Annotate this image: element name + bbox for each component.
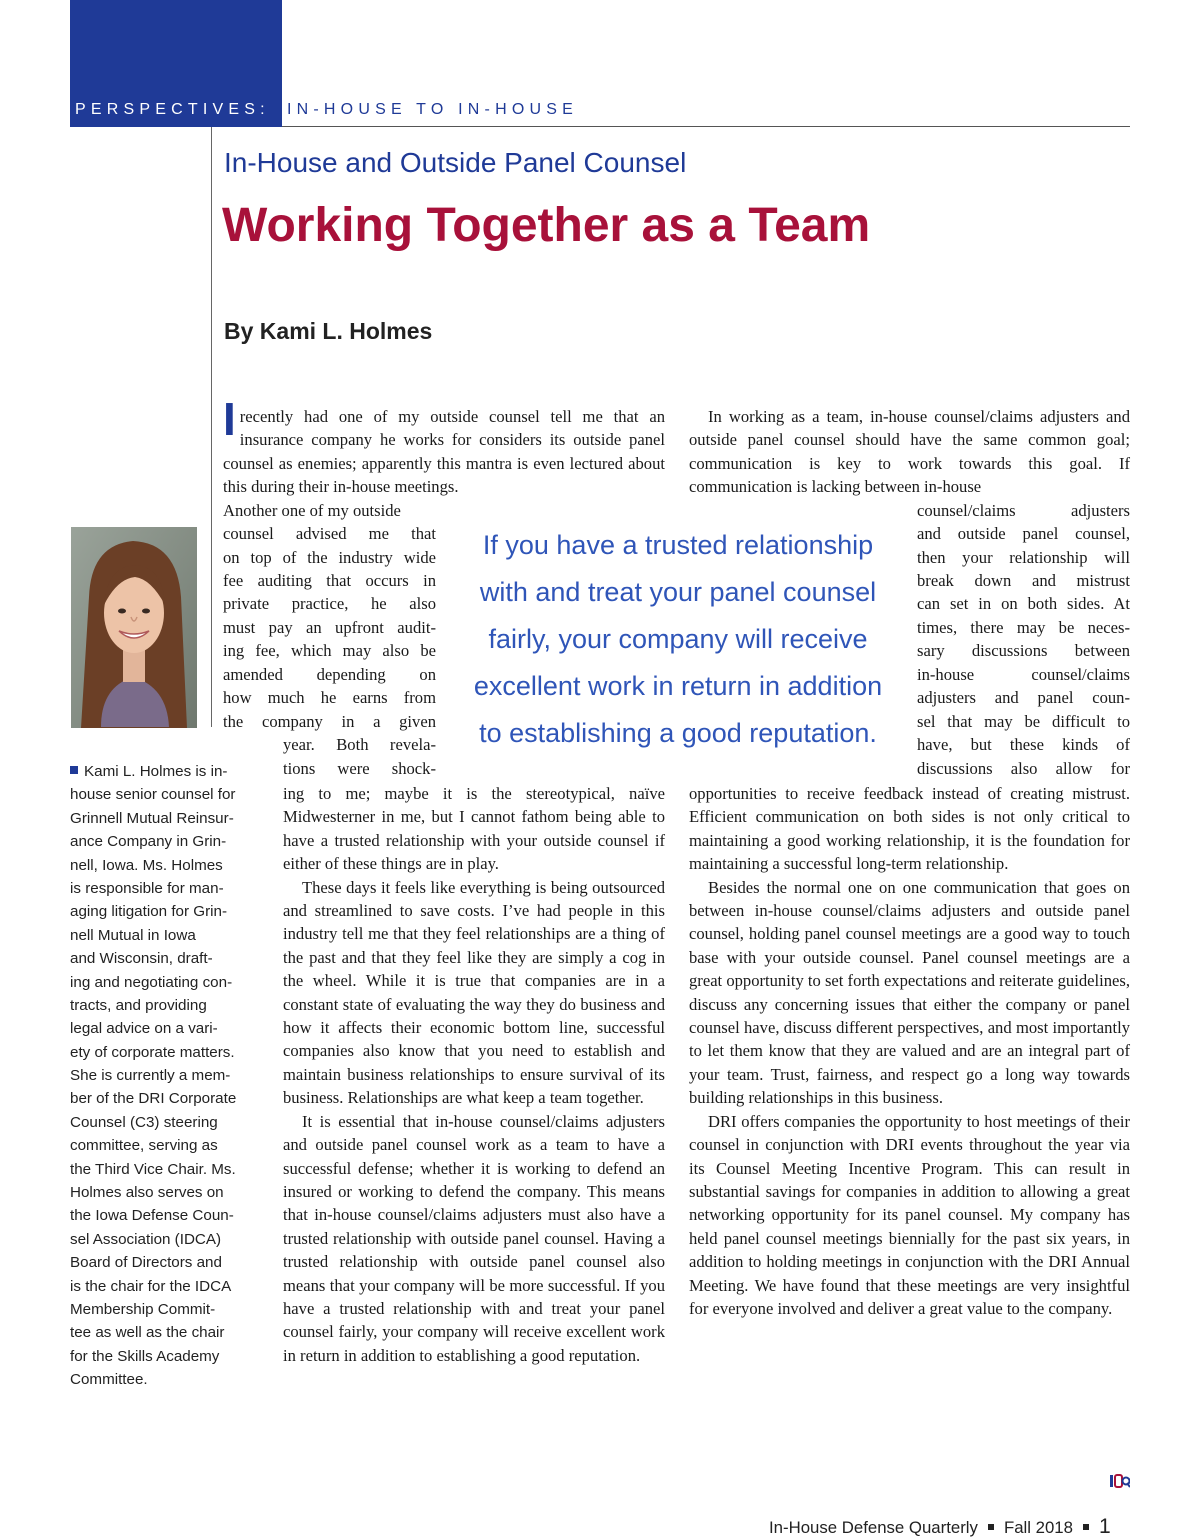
- bullet-icon: [1083, 1524, 1089, 1530]
- wrap-line: on top of the industry wide: [223, 548, 436, 567]
- wrap-line: tions were shock-: [283, 759, 436, 778]
- bio-line: and Wisconsin, draft-: [70, 950, 213, 968]
- pull-quote-line: to establishing a good reputation.: [479, 718, 877, 748]
- body-paragraph-1-end: ing to me; maybe it is the stereotypical, naïve Midwesterner in me, but I cannot fathom being able to have a trusted relationship with your outside counsel if either of these things are in play.: [283, 784, 665, 874]
- bio-line: aging litigation for Grin-: [70, 903, 228, 921]
- bio-line: is the chair for the IDCA: [70, 1277, 232, 1295]
- bio-line: the Iowa Defense Coun-: [70, 1207, 234, 1225]
- wrap-line: sel that may be difficult to: [917, 712, 1130, 731]
- header-rule: [282, 126, 1130, 127]
- pull-quote-line: fairly, your company will receive: [488, 624, 868, 654]
- body-column-2-bottom: [689, 782, 1130, 1320]
- pull-quote-line: If you have a trusted relationship: [482, 530, 874, 560]
- body-paragraph-6: DRI offers companies the opportunity to host meetings of their counsel in conjunction with DRI events throughout the year via its Counsel Meeting Incentive Program. This can result in substantial savings for companies in addition to allowing a great networking opportunity for its panel counsel. My company has held panel counsel meetings biennially for the past six years, in addition to holding meetings in conjunction with the DRI Annual Meeting. We have found that these meetings are very insightful for everyone involved and deliver a great value to the company.: [689, 1111, 1130, 1318]
- bio-line: Counsel (C3) steering: [70, 1113, 218, 1131]
- bio-line: ber of the DRI Corporate: [70, 1090, 237, 1108]
- bullet-icon: [988, 1524, 994, 1530]
- bio-line: Board of Directors and: [70, 1254, 222, 1272]
- wrap-line: the company in a given: [223, 712, 436, 731]
- bio-line: tracts, and providing: [70, 996, 207, 1014]
- bio-line: for the Skills Academy: [70, 1347, 220, 1365]
- wrap-line: discussions also allow for: [917, 759, 1130, 778]
- wrap-line: how much he earns from: [223, 688, 436, 707]
- pull-quote-line: excellent work in return in addition: [473, 671, 883, 701]
- body-paragraph-4-end: opportunities to receive feedback instead of creating mistrust. Efficient communication on both sides is not only critical to maintaining a good working relationship, it is the foundation for maintaining a successful long-term relationship.: [689, 784, 1130, 874]
- bio-line: ety of corporate matters.: [70, 1043, 235, 1061]
- pull-quote-line: with and treat your panel counsel: [479, 577, 877, 607]
- bio-line: Membership Commit-: [70, 1300, 216, 1318]
- bio-line: tee as well as the chair: [70, 1324, 225, 1342]
- wrap-line: break down and mistrust: [917, 571, 1130, 590]
- bio-line: Committee.: [70, 1371, 148, 1389]
- wrap-line: adjusters and panel coun-: [917, 688, 1130, 707]
- wrap-line: times, there may be neces-: [917, 618, 1130, 637]
- body-column-1-bottom: [283, 782, 665, 1367]
- bio-line: legal advice on a vari-: [70, 1020, 218, 1038]
- page-number: 1: [1098, 1515, 1111, 1538]
- bio-line: the Third Vice Chair. Ms.: [70, 1160, 236, 1178]
- body-paragraph-2: These days it feels like everything is being outsourced and streamlined to save costs. I’ve had people in this industry tell me that they feel relationships are a thing of the past and that they feel like they are simply a cog in the wheel. While it is true that companies are in a constant state of evaluating the way they do business and how it affects their economic bottom line, successful companies also know that you need to establish and maintain business relationships to ensure survival of its business. Relationships are what keep a team together.: [283, 877, 665, 1108]
- body-paragraph-3: It is essential that in-house counsel/claims adjusters and outside panel counsel work as a team to have a successful defense; whether it is working to defend an insured or working to defend the company. This means that in-house counsel/claims adjusters must also have a trusted relationship with outside panel counsel. Having a trusted relationship with outside panel counsel also means that your company will be more successful. If you have a trusted relationship with and treat your panel counsel fairly, your company will receive excellent work in return in addition to establishing a good reputation.: [283, 1111, 665, 1365]
- wrap-line: year. Both revela-: [283, 735, 436, 754]
- issue-date: Fall 2018: [1003, 1518, 1073, 1537]
- bio-line: is responsible for man-: [70, 879, 224, 897]
- author-bio: [70, 760, 246, 1392]
- article-subtitle: In-House and Outside Panel Counsel: [224, 147, 687, 178]
- article-title: Working Together as a Team: [222, 199, 871, 252]
- body-column-2-top: [689, 405, 1130, 499]
- wrap-line: must pay an upfront audit-: [223, 618, 436, 637]
- pull-quote: [448, 522, 908, 757]
- wrap-line: Another one of my outside: [223, 501, 401, 520]
- wrap-line: ing fee, which may also be: [223, 641, 436, 660]
- wrap-line: have, but these kinds of: [917, 735, 1130, 754]
- body-column-1-top: [223, 393, 665, 499]
- bio-line: house senior counsel for: [70, 786, 236, 804]
- wrap-line: can set in on both sides. At: [917, 594, 1130, 613]
- bio-line: ance Company in Grin-: [70, 833, 227, 851]
- bio-line: ing and negotiating con-: [70, 973, 233, 991]
- author-portrait-icon: [71, 527, 197, 728]
- wrap-line: amended depending on: [223, 665, 436, 684]
- wrap-line: in-house counsel/claims: [917, 665, 1130, 684]
- wrap-line: then your relationship will: [917, 548, 1130, 567]
- bio-line: She is currently a mem-: [70, 1067, 231, 1085]
- topic-kicker: IN-HOUSE TO IN-HOUSE: [287, 101, 578, 118]
- bio-line: sel Association (IDCA): [70, 1230, 222, 1248]
- publication-name: In-House Defense Quarterly: [769, 1518, 978, 1537]
- bullet-square-icon: [70, 766, 78, 774]
- bio-line: Kami L. Holmes is in-: [70, 760, 246, 783]
- wrap-line: counsel advised me that: [223, 524, 436, 543]
- wrap-line: counsel/claims adjusters: [917, 501, 1130, 520]
- body-paragraph-1: Irecently had one of my outside counsel tell me that an insurance company he works for considers its outside panel counsel as enemies; apparently this mantra is even lectured about this during their in-house meetings.: [223, 393, 665, 497]
- byline: By Kami L. Holmes: [224, 318, 433, 344]
- bio-line: committee, serving as: [70, 1137, 218, 1155]
- drop-cap: I: [223, 393, 236, 445]
- bio-line: Holmes also serves on: [70, 1184, 224, 1202]
- wrap-line: and outside panel counsel,: [917, 524, 1130, 543]
- idq-end-mark-icon: [1110, 1474, 1130, 1488]
- section-kicker: PERSPECTIVES:: [75, 101, 270, 118]
- column-rule: [211, 127, 212, 727]
- bio-line: Grinnell Mutual Reinsur-: [70, 809, 234, 827]
- body-paragraph-5: Besides the normal one on one communication that goes on between in-house counsel/claims adjusters and outside panel counsel, holding panel counsel meetings are a good way to touch base with your outside counsel. Panel counsel meetings are a great opportunity to set forth expectations and reiterate guidelines, discuss any concerning issues that either the company or panel counsel have, discuss different perspectives, and most importantly to let them know that they are valued and are an integral part of your team. Trust, fairness, and respect go a long way towards building relationships in this business.: [689, 877, 1130, 1108]
- wrap-line: fee auditing that occurs in: [223, 571, 436, 590]
- page-footer: [769, 1516, 1111, 1539]
- wrap-line: sary discussions between: [917, 641, 1130, 660]
- bio-line: nell, Iowa. Ms. Holmes: [70, 856, 223, 874]
- wrap-line: private practice, he also: [223, 594, 436, 613]
- bio-line: nell Mutual in Iowa: [70, 926, 196, 944]
- body-paragraph-4: In working as a team, in-house counsel/claims adjusters and outside panel counsel should have the same common goal; communication is key to work towards this goal. If communication is lacking between in-house: [689, 407, 1130, 497]
